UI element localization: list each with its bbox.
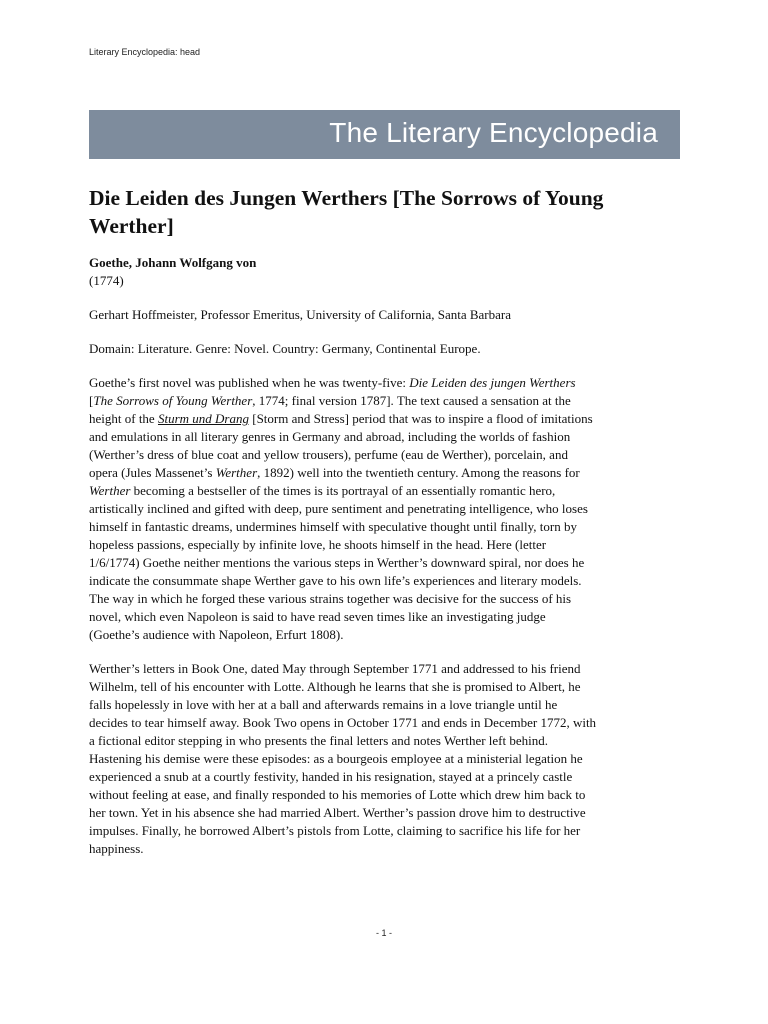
- text: Goethe’s first novel was published when he was twenty-five:: [89, 375, 410, 390]
- text-line: without feeling at ease, and finally responded to his memories of Lotte which drew him back to: [89, 787, 586, 802]
- text-line: experienced a snub at a courtly festivity, handed in his resignation, stayed at a princely castle: [89, 769, 573, 784]
- article-classification: Domain: Literature. Genre: Novel. Country: Germany, Continental Europe.: [89, 341, 481, 356]
- article-author: Goethe, Johann Wolfgang von: [89, 255, 257, 270]
- text-line: 1/6/1774) Goethe neither mentions the various steps in Werther’s downward spiral, nor does he: [89, 555, 585, 570]
- text-line: novel, which even Napoleon is said to have read seven times like an investigating judge: [89, 609, 546, 624]
- sturm-und-drang-link[interactable]: Sturm und Drang: [157, 411, 249, 426]
- text-line: Wilhelm, tell of his encounter with Lotte. Although he learns that she is promised to Albert, he: [89, 679, 581, 694]
- text: height of the: [89, 411, 158, 426]
- article-contributor: Gerhart Hoffmeister, Professor Emeritus, University of California, Santa Barbara: [89, 307, 511, 322]
- text-line: indicate the consummate shape Werther gave to his own life’s experiences and literary models.: [89, 573, 582, 588]
- title-italic: Werther: [215, 465, 258, 480]
- text-line: falls hopelessly in love with her at a ball and afterwards remains in a love triangle until he: [89, 697, 558, 712]
- text-line: Hastening his demise were these episodes: as a bourgeois employee at a ministerial legation he: [89, 751, 583, 766]
- text-line: and emulations in all literary genres in Germany and abroad, including the worlds of fashion: [89, 429, 571, 444]
- article-title: Die Leiden des Jungen Werthers [The Sorrows of Young Werther]: [89, 186, 604, 238]
- banner-title: The Literary Encyclopedia: [329, 117, 658, 148]
- text-line: impulses. Finally, he borrowed Albert’s pistols from Lotte, claiming to sacrifice his life for her: [89, 823, 581, 838]
- text: , 1892) well into the twentieth century. Among the reasons for: [257, 465, 580, 480]
- article-year: (1774): [89, 273, 124, 288]
- title-italic: The Sorrows of Young Werther: [93, 393, 253, 408]
- text: [Storm and Stress] period that was to inspire a flood of imitations: [248, 411, 593, 426]
- text-line: hopeless passions, especially by infinite love, he shoots himself in the head. Here (letter: [89, 537, 547, 552]
- text-line: [89, 410, 681, 428]
- title-italic: Die Leiden des jungen Werthers: [409, 375, 576, 390]
- article-content: [89, 184, 681, 874]
- text-line: (Goethe’s audience with Napoleon, Erfurt 1808).: [89, 627, 344, 642]
- paragraph-1: [89, 374, 681, 644]
- text-line: happiness.: [89, 841, 144, 856]
- text-line: [89, 392, 681, 410]
- text-line: [89, 374, 681, 392]
- text-line: a fictional editor stepping in who presents the final letters and notes Werther left behind.: [89, 733, 548, 748]
- text-line: artistically inclined and gifted with deep, pure sentiment and penetrating intelligence, who loses: [89, 501, 588, 516]
- text-line: The way in which he forged these various strains together was decisive for the success of his: [89, 591, 572, 606]
- text: [: [89, 393, 94, 408]
- text-line: [89, 482, 681, 500]
- title-italic: Werther: [89, 483, 131, 498]
- text-line: decides to tear himself away. Book Two opens in October 1771 and ends in December 1772, with: [89, 715, 597, 730]
- text-line: (Werther’s dress of blue coat and yellow trousers), perfume (eau de Werther), porcelain, and: [89, 447, 568, 462]
- text-line: himself in fantastic dreams, undermines himself with speculative thought until finally, torn by: [89, 519, 578, 534]
- text-line: [89, 464, 681, 482]
- paragraph-2: [89, 660, 681, 858]
- site-banner: [89, 110, 680, 159]
- text: becoming a bestseller of the times is its portrayal of an essentially romantic hero,: [130, 483, 556, 498]
- running-head: Literary Encyclopedia: head: [89, 47, 201, 57]
- text-line: Werther’s letters in Book One, dated May through September 1771 and addressed to his friend: [89, 661, 581, 676]
- page-number: - 1 -: [375, 928, 392, 938]
- text: opera (Jules Massenet’s: [89, 465, 216, 480]
- text-line: her town. Yet in his absence she had married Albert. Werther’s passion drove him to destructive: [89, 805, 586, 820]
- text: , 1774; final version 1787]. The text caused a sensation at the: [252, 393, 571, 408]
